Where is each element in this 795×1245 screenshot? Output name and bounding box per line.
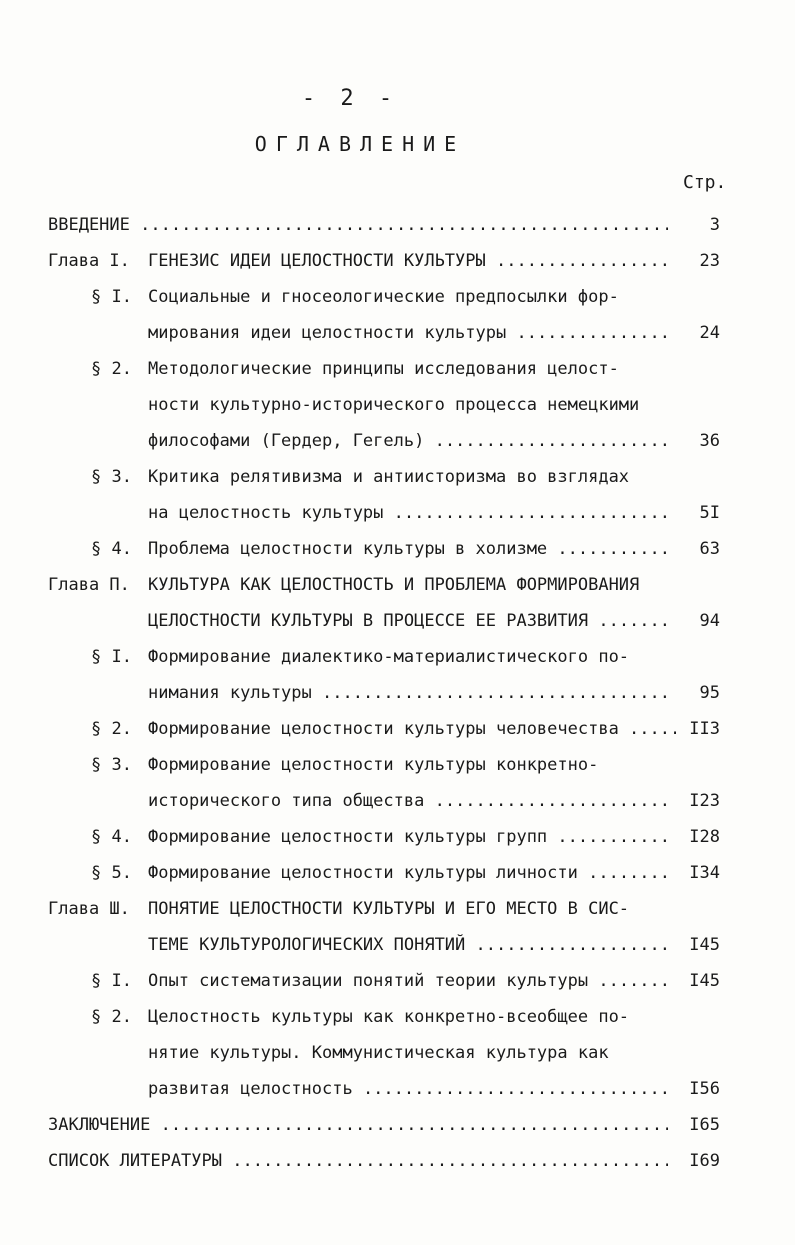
- toc-row: [0, 1038, 795, 1068]
- toc-entry-text: Критика релятивизма и антиисторизма во взглядах: [148, 467, 630, 487]
- toc-entry-text: развитая целостность .....: [148, 1074, 668, 1104]
- toc-page-number: I34: [689, 863, 720, 883]
- toc-row: [0, 786, 795, 816]
- toc-entry-text: ГЕНЕЗИС ИДЕИ ЦЕЛОСТНОСТИ КУЛЬТУРЫ .....: [148, 246, 668, 276]
- toc-section-label: § 3.: [91, 467, 132, 487]
- toc-entry-text: Формирование целостности культуры групп .....: [148, 822, 668, 852]
- toc-section-label: § 4.: [91, 539, 132, 559]
- toc-row: [0, 462, 795, 492]
- toc-entry-text: ТЕМЕ КУЛЬТУРОЛОГИЧЕСКИХ ПОНЯТИЙ .....: [148, 930, 668, 960]
- toc-row: [0, 570, 795, 600]
- toc-entry-text: философами (Гердер, Гегель) .....: [148, 426, 668, 456]
- toc-entry-text: Опыт систематизации понятий теории культуры .....: [148, 966, 668, 996]
- toc-page-number: 3: [709, 215, 720, 235]
- toc-row: [0, 282, 795, 312]
- toc-section-label: § I.: [91, 647, 132, 667]
- toc-page-number: 36: [699, 431, 720, 451]
- toc-chapter-label: Глава Ш.: [48, 899, 130, 919]
- toc-row: [0, 894, 795, 924]
- toc-row: [0, 1002, 795, 1032]
- toc-row: [0, 390, 795, 420]
- toc-row: [0, 642, 795, 672]
- page-column-label: Стр.: [683, 172, 727, 193]
- toc-entry-text: Методологические принципы исследования целост-: [148, 359, 619, 379]
- toc-row: [0, 930, 795, 960]
- toc-entry-text: Социальные и гносеологические предпосылки фор-: [148, 287, 619, 307]
- toc-row: [0, 498, 795, 528]
- page-number: - 2 -: [301, 86, 399, 111]
- toc-page-number: 24: [699, 323, 720, 343]
- toc-entry-text: исторического типа общества .....: [148, 786, 668, 816]
- toc-chapter-label: Глава П.: [48, 575, 130, 595]
- toc-section-label: § 2.: [91, 359, 132, 379]
- toc-entry-text: нятие культуры. Коммунистическая культура как: [148, 1043, 609, 1063]
- toc-entry-text: ВВЕДЕНИЕ .....: [48, 210, 668, 240]
- toc-row: [0, 714, 795, 744]
- toc-page-number: I45: [689, 971, 720, 991]
- toc-row: [0, 822, 795, 852]
- toc-entry-text: ности культурно-исторического процесса немецкими: [148, 395, 640, 415]
- toc-entry-text: Формирование целостности культуры человечества .....: [148, 714, 676, 744]
- toc-page-number: I45: [689, 935, 720, 955]
- toc-entry-text: Проблема целостности культуры в холизме .....: [148, 534, 668, 564]
- toc-row: [0, 1074, 795, 1104]
- toc-entry-text: ЗАКЛЮЧЕНИЕ .....: [48, 1110, 668, 1140]
- toc-page-number: I23: [689, 791, 720, 811]
- toc-section-label: § I.: [91, 971, 132, 991]
- toc-page-number: 5I: [699, 503, 720, 523]
- toc-page-number: I56: [689, 1079, 720, 1099]
- toc-page-number: II3: [689, 719, 720, 739]
- toc-row: [0, 1146, 795, 1176]
- toc-row: [0, 210, 795, 240]
- toc-row: [0, 678, 795, 708]
- toc-row: [0, 966, 795, 996]
- toc-section-label: § 2.: [91, 719, 132, 739]
- toc-entry-text: ПОНЯТИЕ ЦЕЛОСТНОСТИ КУЛЬТУРЫ И ЕГО МЕСТО В СИС-: [148, 899, 630, 919]
- toc-entry-text: мирования идеи целостности культуры .....: [148, 318, 668, 348]
- toc-entry-text: Формирование целостности культуры конкретно-: [148, 755, 599, 775]
- toc-entry-text: КУЛЬТУРА КАК ЦЕЛОСТНОСТЬ И ПРОБЛЕМА ФОРМИРОВАНИЯ: [148, 575, 640, 595]
- toc-row: [0, 606, 795, 636]
- toc-section-label: § 3.: [91, 755, 132, 775]
- toc-entry-text: Целостность культуры как конкретно-всеобщее по-: [148, 1007, 630, 1027]
- toc-chapter-label: Глава I.: [48, 251, 130, 271]
- toc-page-number: I65: [689, 1115, 720, 1135]
- toc-page-number: 63: [699, 539, 720, 559]
- toc-row: [0, 246, 795, 276]
- toc-section-label: § 2.: [91, 1007, 132, 1027]
- toc-entry-text: на целостность культуры .....: [148, 498, 668, 528]
- toc-section-label: § 5.: [91, 863, 132, 883]
- toc-row: [0, 426, 795, 456]
- toc-section-label: § 4.: [91, 827, 132, 847]
- toc-row: [0, 750, 795, 780]
- toc-page-number: 95: [699, 683, 720, 703]
- toc-entry-text: Формирование целостности культуры личности .....: [148, 858, 668, 888]
- toc-row: [0, 1110, 795, 1140]
- toc-entry-text: нимания культуры .....: [148, 678, 668, 708]
- toc-page-number: 23: [699, 251, 720, 271]
- toc-section-label: § I.: [91, 287, 132, 307]
- toc-entry-text: ЦЕЛОСТНОСТИ КУЛЬТУРЫ В ПРОЦЕССЕ ЕЕ РАЗВИТИЯ .....: [148, 606, 668, 636]
- toc-row: [0, 534, 795, 564]
- toc-entry-text: СПИСОК ЛИТЕРАТУРЫ .....: [48, 1146, 668, 1176]
- toc-page-number: 94: [699, 611, 720, 631]
- toc-page-number: I28: [689, 827, 720, 847]
- toc-row: [0, 318, 795, 348]
- toc-row: [0, 858, 795, 888]
- toc-row: [0, 354, 795, 384]
- toc-entry-text: Формирование диалектико-материалистического по-: [148, 647, 630, 667]
- page-title: ОГЛАВЛЕНИЕ: [254, 132, 466, 156]
- toc-page-number: I69: [689, 1151, 720, 1171]
